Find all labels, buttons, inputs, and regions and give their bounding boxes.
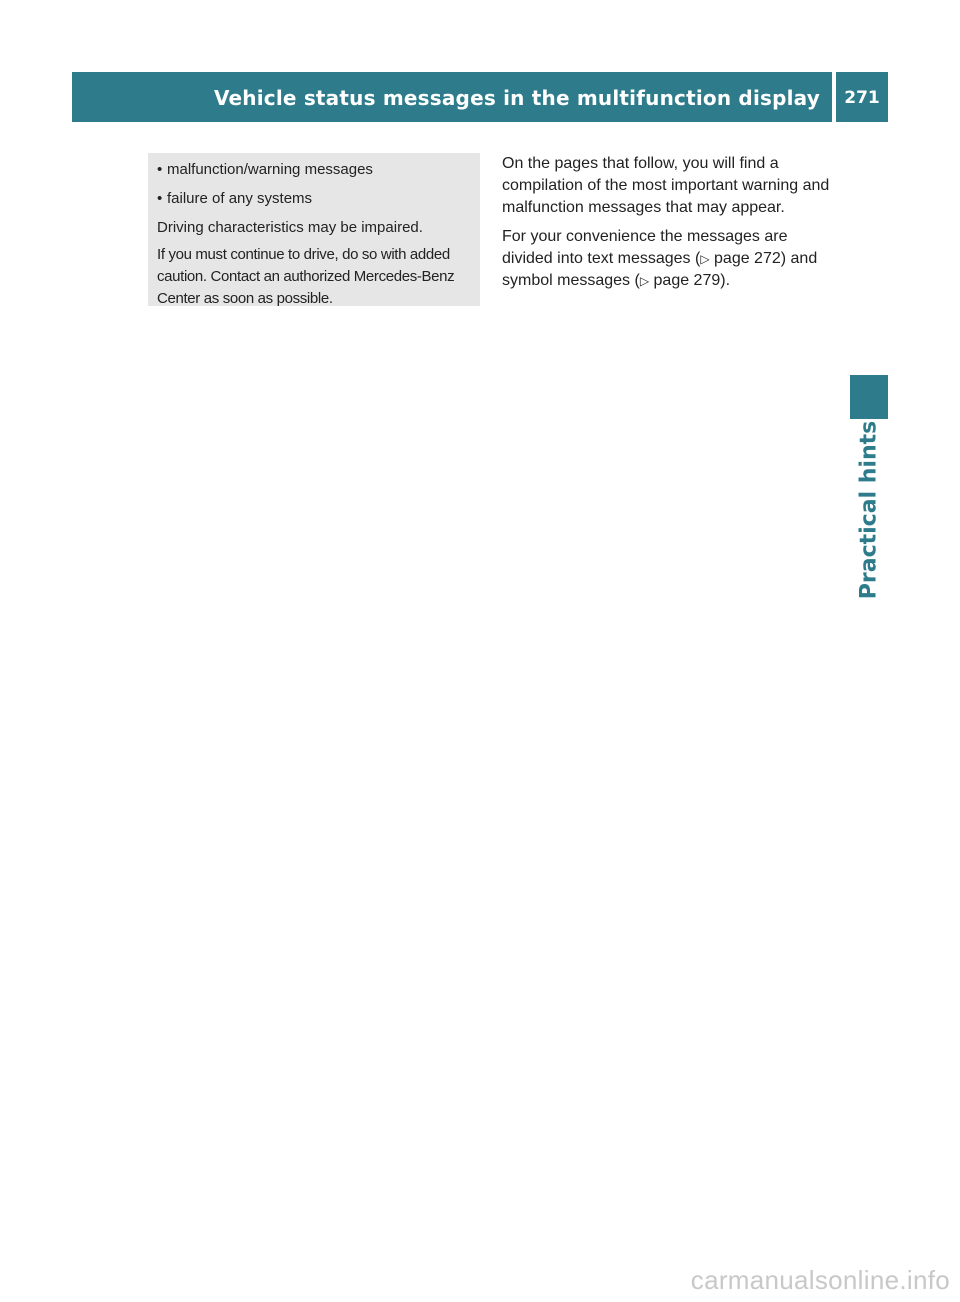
page-number: 271	[844, 88, 880, 108]
text-segment: ) and symbol messages (	[502, 250, 818, 289]
text-segment: For your convenience the messages are divided into text messages (	[502, 228, 788, 267]
bullet-icon: •	[157, 190, 163, 207]
page-reference-link[interactable]: page 279	[653, 272, 721, 289]
text-segment: ).	[720, 272, 731, 289]
page-title: Vehicle status messages in the multifunction display	[213, 86, 820, 110]
section-label: Practical hints	[856, 420, 882, 600]
page-reference-link[interactable]: page 272	[714, 250, 781, 267]
note-box	[148, 153, 480, 306]
watermark: carmanualsonline.info	[690, 1265, 950, 1295]
paragraph: On the pages that follow, you will find a compilation of the most important warning and malfunction messages that may appear.	[502, 155, 830, 216]
section-tab-marker	[850, 375, 888, 419]
header-bar	[72, 72, 832, 122]
page-reference-arrow-icon: ▷	[639, 274, 650, 288]
main-text-column	[502, 153, 842, 299]
paragraph: If you must continue to drive, do so with added caution. Contact an authorized Mercedes-Benz Center as soon as possible.	[157, 246, 455, 307]
page-number-box	[836, 72, 888, 122]
bullet-text: failure of any systems	[167, 190, 313, 207]
paragraph: Driving characteristics may be impaired.	[157, 219, 423, 236]
bullet-text: malfunction/warning messages	[167, 161, 373, 178]
list-item	[157, 159, 472, 181]
bullet-icon: •	[157, 161, 163, 178]
page-reference-arrow-icon: ▷	[700, 252, 710, 266]
paragraph	[502, 226, 842, 292]
list-item	[157, 188, 472, 210]
